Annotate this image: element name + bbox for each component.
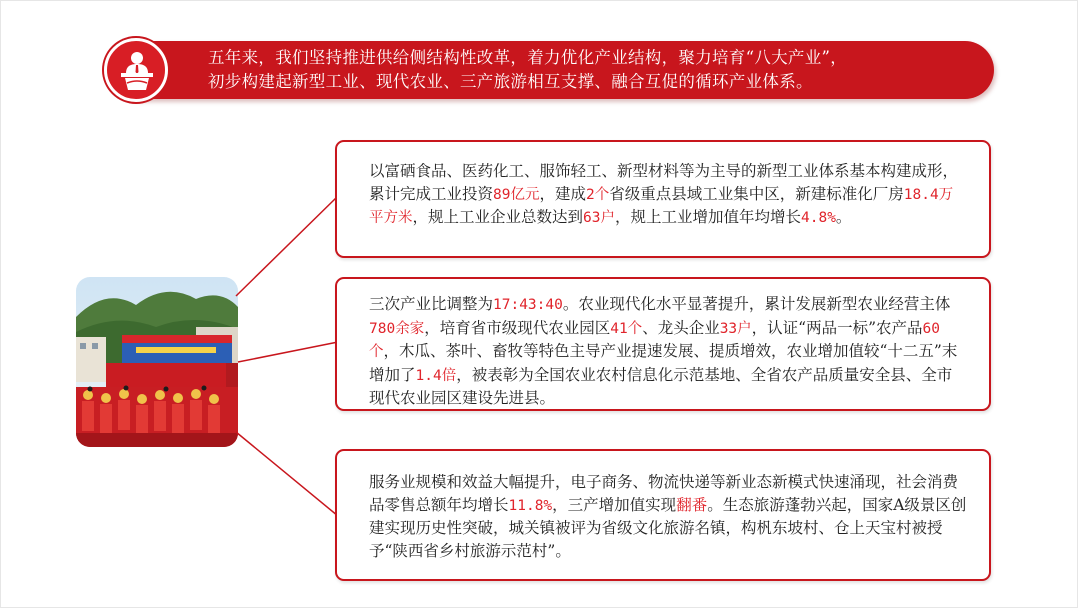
highlight-value: 60个 (369, 320, 940, 360)
highlight-value: 11.8% (508, 497, 553, 514)
banner-text (208, 46, 988, 94)
highlight-value: 41个 (610, 320, 643, 337)
agriculture-text: 三次产业比调整为17:43:40。农业现代化水平显著提升，累计发展新型农业经营主体780余家，培育省市级现代农业园区41个、龙头企业33户，认证“两品一标”农产品60个，木瓜、茶叶、畜牧等特色主导产业提速发展、提质增效，农业增加值较“十二五”末增加了1.4倍，被表彰为全国农业农村信息化示范基地、全省农产品质量安全县、全市现代农业园区建设先进县。 (369, 295, 958, 407)
industry-box (335, 140, 991, 258)
highlight-value: 33户 (719, 320, 752, 337)
highlight-value: 89亿元 (493, 186, 540, 203)
festival-photo (76, 277, 238, 447)
highlight-value: 17:43:40 (493, 297, 563, 313)
services-tourism-box (335, 449, 991, 581)
highlight-value: 18.4万平方米 (369, 186, 954, 226)
highlight-value: 翻番 (676, 495, 708, 514)
highlight-value: 63户 (583, 210, 615, 226)
highlight-value: 4.8% (801, 210, 836, 226)
banner-line-2: 初步构建起新型工业、现代农业、三产旅游相互支撑、融合互促的循环产业体系。 (208, 72, 813, 91)
header-banner (112, 41, 994, 99)
banner-line-1: 五年来，我们坚持推进供给侧结构性改革，着力优化产业结构，聚力培育“八大产业”， (208, 48, 848, 67)
speaker-podium-icon (104, 38, 168, 102)
highlight-value: 1.4倍 (415, 367, 457, 384)
services-tourism-text: 服务业规模和效益大幅提升，电子商务、物流快递等新业态新模式快速涌现，社会消费品零售总额年均增长11.8%，三产增加值实现翻番。生态旅游蓬勃兴起，国家A级景区创建实现历史性突破，城关镇被评为省级文化旅游名镇，构杋东坡村、仓上天宝村被授予“陕西省乡村旅游示范村”。 (369, 473, 967, 560)
industry-text: 以富硒食品、医药化工、服饰轻工、新型材料等为主导的新型工业体系基本构建成形，累计完成工业投资89亿元，建成2个省级重点县域工业集中区，新建标准化厂房18.4万平方米，规上工业企业总数达到63户，规上工业增加值年均增长4.8%。 (369, 162, 959, 226)
agriculture-box (335, 277, 991, 411)
highlight-value: 2个 (586, 186, 610, 203)
highlight-value: 780余家 (369, 320, 425, 337)
